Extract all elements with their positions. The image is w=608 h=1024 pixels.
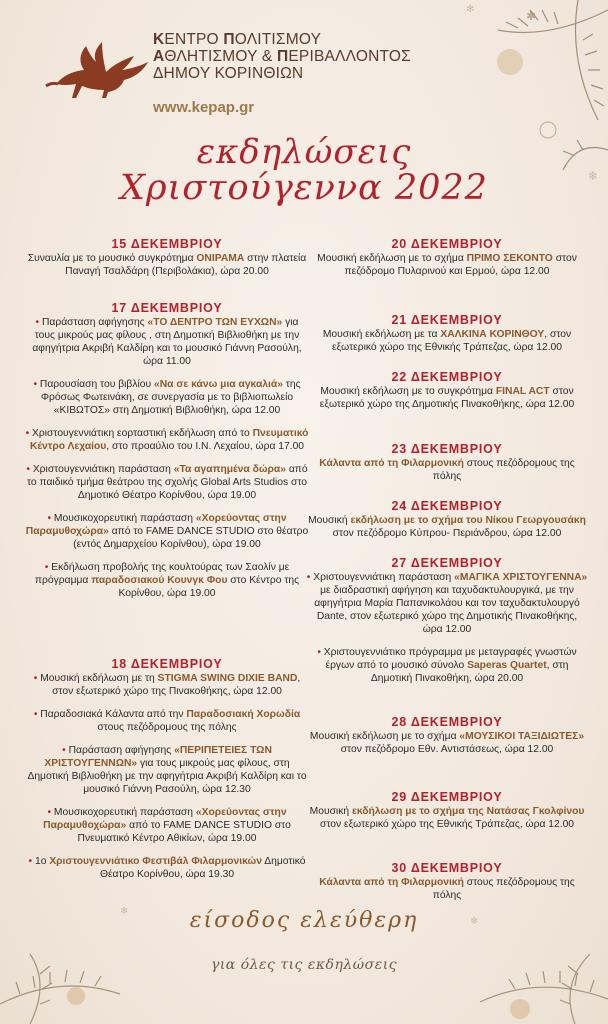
free-entry-subtext: για όλες τις εκδηλώσεις [210,957,398,973]
event-highlight: «Χορεύοντας στην Παραμυθοχώρα» [43,807,287,831]
event-text: στους πεζόδρομους της πόλης [432,877,575,901]
event-item [306,876,588,902]
page-subtitle: Χριστούγεννα 2022 [120,168,488,208]
event-highlight: εκδήλωση με το σχήμα της Νατάσας Γκολφίνου [351,806,585,817]
event-item: • Παράσταση αφήγησης «ΤΟ ΔΕΝΤΡΟ ΤΩΝ ΕΥΧΩΝ» για τους μικρούς μας φίλους , στη Δημοτική Βιβλιοθήκη με την αφηγήτρια Ακριβή Καλδίρη και το μουσικό Γιάννη Ρασούλη, ώρα 11.00 [32,317,302,367]
event-item: • Εκδήλωση προβολής της κουλτούρας των Σαολίν με πρόγραμμα παραδοσιακού Κουνγκ Φου στο Κέντρο της Κορίνθου, ώρα 19.00 [34,562,300,599]
event-text: Παράσταση αφήγησης [68,745,175,756]
event-text: Παραδοσιακά Κάλαντα από την [40,709,187,720]
event-item: • 1ο Χριστουγεννιάτικο Φεστιβάλ Φιλαρμονικών Δημοτικό Θέατρο Κορίνθου, ώρα 19.30 [28,856,306,880]
org-text: ΕΡΙΒΑΛΛΟΝΤΟΣ [288,48,411,65]
left-column [24,658,310,891]
event-highlight: «Χορεύοντας στην Παραμυθοχώρα» [25,513,287,537]
event-text: Συναυλία με το μουσικό συγκρότημα [27,253,197,264]
event-text: Μουσική εκδήλωση με τα [322,329,441,340]
event-item: • Παρουσίαση του βιβλίου «Να σε κάνω μια αγκαλιά» της Φρόσως Φωτεινάκη, σε συνεργασία με το βιβλιοπωλείο «ΚΙΒΩΤΟΣ» στη Δημοτική Βιβλιοθήκη, ώρα 12.00 [33,379,301,416]
event-text: από το παιδικό τμήμα θεάτρου της σχολής Global Arts Studios στο Δημοτικό Θέατρο Κορίνθου, ώρα 19.00 [27,464,308,501]
event-text: Μουσικοχορευτική παράσταση [53,513,196,524]
event-highlight: «ΜΟΥΣΙΚΟΙ ΤΑΞΙΔΙΩΤΕΣ» [459,731,585,742]
event-text: Μουσική εκδήλωση με το σχήμα [309,731,460,742]
right-column [306,557,588,695]
event-text: Παρουσίαση του βιβλίου [39,379,154,390]
date-heading: 29 ΔΕΚΕΜΒΡΙΟΥ [391,790,503,804]
event-text: Μουσική εκδήλωση με το σχήμα [317,253,467,264]
date-heading: 20 ΔΕΚΕΜΒΡΙΟΥ [391,237,503,251]
date-heading: 24 ΔΕΚΕΜΒΡΙΟΥ [391,499,503,513]
org-municipality: ΔΗΜΟΥ ΚΟΡΙΝΘΙΩΝ [153,65,304,82]
right-column [306,371,588,421]
event-text: Εκδήλωση προβολής της κουλτούρας των Σαολίν με πρόγραμμα [34,562,290,586]
event-text: Μουσική εκδήλωση με τη [40,673,158,684]
right-column [306,791,588,841]
event-text: στον εξωτερικό χώρο της Δημοτικής Πινακοθήκης, ώρα 12.00 [319,386,575,410]
event-highlight: Κάλαντα από τη Φιλαρμονική [319,877,464,888]
event-item: • Χριστουγεννιάτικο πρόγραμμα με μεταγραφές γνωστών έργων από το μουσικό σύνολο Saperas Quartet, στη Δημοτική Πινακοθήκη, ώρα 20.00 [317,647,577,684]
event-text: στους πεζόδρομους της πόλης [432,458,575,482]
left-column [24,238,310,288]
org-initial: Κ [153,31,165,48]
org-text: ΟΛΙΤΙΣΜΟΥ [234,31,322,48]
event-item: • Μουσική εκδήλωση με τη STIGMA SWING DIXIE BAND, στον εξωτερικό χώρο της Πινακοθήκης, ώρα 12.00 [33,673,301,697]
event-text: Χριστουγεννιάτικη παράσταση [313,572,455,583]
event-text: Μουσική [309,806,352,817]
event-text: , στο προαύλιο του Ι.Ν. Λεχαίου, ώρα 17.00 [106,441,305,452]
event-text: Παράσταση αφήγησης [41,317,148,328]
org-initial: Α [153,48,165,65]
event-text: Μουσικοχορευτική παράσταση [53,807,196,818]
svg-text:❄: ❄ [470,916,479,927]
org-initial: Π [276,48,289,65]
date-heading: 30 ΔΕΚΕΜΒΡΙΟΥ [391,861,503,875]
event-highlight: εκδήλωση με το σχήμα του Νίκου Γεωργουσάκη [350,515,586,526]
event-text: στον πεζόδρομο Κύπρου- Περιάνδρου, ώρα 12.00 [332,528,562,539]
event-highlight: «ΜΑΓΙΚΑ ΧΡΙΣΤΟΥΓΕΝΝΑ» [454,572,588,583]
right-column [306,716,588,766]
event-item [306,385,588,411]
svg-text:✻: ✻ [466,4,475,15]
date-heading: 21 ΔΕΚΕΜΒΡΙΟΥ [391,313,503,327]
right-column [306,862,588,912]
event-text: Μουσική εκδήλωση με το συγκρότημα [320,386,496,397]
event-highlight: ΧΑΛΚΙΝΑ ΚΟΡΙΝΘΟΥ [440,329,545,340]
event-text: από το FAME DANCE STUDIO στο Πνευματικό Κέντρο Αθικίων, ώρα 19.00 [77,820,291,844]
event-item: • Παράσταση αφήγησης «ΠΕΡΙΠΕΤΕΙΕΣ ΤΩΝ ΧΡΙΣΤΟΥΓΕΝΝΩΝ» για τους μικρούς μας φίλους, στη Δημοτική Βιβλιοθήκη με την αφηγήτρια Ακριβή Καλδίρη και το μουσικό Γιάννη Ρασούλη, ώρα 12.30 [27,745,307,795]
right-column [306,238,588,288]
event-text: Μουσική [308,515,351,526]
event-text: στους πεζόδρομους της πόλης [97,722,237,733]
event-highlight: «Να σε κάνω μια αγκαλιά» [153,379,283,390]
event-item: • Μουσικοχορευτική παράσταση «Χορεύοντας στην Παραμυθοχώρα» από το FAME DANCE STUDIO στο θέατρο (εντός Δημαρχείου Κορίνθου), ώρα 19.00 [25,513,309,550]
event-highlight: «ΠΕΡΙΠΕΤΕΙΕΣ ΤΩΝ ΧΡΙΣΤΟΥΓΕΝΝΩΝ» [44,745,272,769]
event-text: από το FAME DANCE STUDIO στο θέατρο (εντός Δημαρχείου Κορίνθου), ώρα 19.00 [73,526,309,550]
event-text: Χριστουγεννιάτικο πρόγραμμα με μεταγραφές γνωστών έργων από το μουσικό σύνολο [323,647,577,671]
pegasus-logo-icon [36,32,156,102]
event-highlight: Πνευματικό Κέντρο Λεχαίου [29,428,309,452]
org-initial: Π [223,31,235,48]
event-text: στον πεζόδρομο Εθν. Αντιστάσεως, ώρα 12.00 [340,744,554,755]
right-column [306,500,588,550]
event-highlight: Saperas Quartet [467,660,547,671]
event-text: Χριστουγεννιάτικη εορταστική εκδήλωση από το [32,428,253,439]
free-entry-heading: είσοδος ελεύθερη [189,908,419,933]
event-text: , στη Δημοτική Πινακοθήκη, ώρα 20.00 [370,660,569,684]
date-heading: 27 ΔΕΚΕΜΒΡΙΟΥ [391,556,503,570]
event-text: στην πλατεία Παναγή Τσαλδάρη (Περιβολάκια), ώρα 20.00 [65,253,307,277]
event-highlight: Χριστουγεννιάτικο Φεστιβάλ Φιλαρμονικών [49,856,262,867]
event-item [306,805,588,831]
event-item: • Χριστουγεννιάτικη εορταστική εκδήλωση από το Πνευματικό Κέντρο Λεχαίου, στο προαύλιο του Ι.Ν. Λεχαίου, ώρα 17.00 [25,428,309,452]
event-text: της Φρόσως Φωτεινάκη, σε συνεργασία με το βιβλιοπωλείο «ΚΙΒΩΤΟΣ» στη Δημοτική Βιβλιοθήκη, ώρα 12.00 [40,379,301,416]
date-heading: 18 ΔΕΚΕΜΒΡΙΟΥ [111,657,223,671]
event-text: 1ο [34,856,50,867]
event-text: με διαδραστική αφήγηση και ταχυδακτυλουργικά, με την αφηγήτρια Μαρία Παπανικολάου και τον ταχυδακτυλουργό Dante, στον εξωτερικό χώρο της Δημοτικής Πινακοθήκης, ώρα 12.00 [314,585,580,635]
event-text: για τους μικρούς μας φίλους, στη Δημοτική Βιβλιοθήκη με την αφηγήτρια Ακριβή Καλδίρη και το μουσικό Γιάννη Ρασούλη, ώρα 12.30 [27,758,307,795]
event-item: • Παραδοσιακά Κάλαντα από την Παραδοσιακή Χορωδία στους πεζόδρομους της πόλης [33,709,301,733]
event-highlight: «Τα αγαπημένα δώρα» [173,464,286,475]
event-text: στον πεζόδρομο Πυλαρινού και Ερμού, ώρα 12.00 [344,253,577,277]
event-text: στον εξωτερικό χώρο της Εθνικής Τράπεζας, ώρα 12.00 [319,819,575,830]
event-item [306,328,588,354]
date-heading: 17 ΔΕΚΕΜΒΡΙΟΥ [111,301,223,315]
website-link[interactable]: www.kepap.gr [153,99,255,116]
date-heading: 15 ΔΕΚΕΜΒΡΙΟΥ [111,237,223,251]
event-text: στο Κέντρο της Κορίνθου, ώρα 19.00 [118,575,300,599]
right-column [306,314,588,364]
right-column [306,443,588,493]
date-heading: 23 ΔΕΚΕΜΒΡΙΟΥ [391,442,503,456]
event-highlight: ΠΡΙΜΟ ΣΕΚΟΝΤΟ [466,253,553,264]
date-heading: 22 ΔΕΚΕΜΒΡΙΟΥ [391,370,503,384]
event-highlight: Κάλαντα από τη Φιλαρμονική [319,458,464,469]
page-title: εκδηλώσεις [196,132,412,172]
event-item [306,514,588,540]
event-text: για τους μικρούς μας φίλους , στη Δημοτική Βιβλιοθήκη με την αφηγήτρια Ακριβή Καλδίρη και το μουσικό Γιάννη Ρασούλη, ώρα 11.00 [32,317,302,367]
svg-text:✱: ✱ [526,9,537,23]
event-item: • Μουσικοχορευτική παράσταση «Χορεύοντας στην Παραμυθοχώρα» από το FAME DANCE STUDIO στο Πνευματικό Κέντρο Αθικίων, ώρα 19.00 [43,807,291,844]
event-item: • Χριστουγεννιάτικη παράσταση «ΜΑΓΙΚΑ ΧΡΙΣΤΟΥΓΕΝΝΑ» με διαδραστική αφήγηση και ταχυδακτυλουργικά, με την αφηγήτρια Μαρία Παπανικολάου και τον ταχυδακτυλουργό Dante, στον εξωτερικό χώρο της Δημοτικής Πινακοθήκης, ώρα 12.00 [306,572,588,635]
org-text: ΕΝΤΡΟ [164,31,224,48]
event-highlight: ΟΝΙΡΑΜΑ [196,253,245,264]
svg-text:❄: ❄ [120,906,129,917]
event-text: , στον εξωτερικό χώρο της Εθνικής Τράπεζας, ώρα 12.00 [331,329,572,353]
event-item [306,730,588,756]
event-text: , στον εξωτερικό χώρο της Πινακοθήκης, ώρα 12.00 [52,673,301,697]
event-highlight: Παραδοσιακή Χορωδία [186,709,301,720]
event-text: Χριστουγεννιάτικη παράσταση [32,464,174,475]
event-item [24,252,310,278]
org-text: ΘΛΗΤΙΣΜΟΥ & [164,48,277,65]
organization-name [153,31,411,82]
event-item [306,252,588,278]
svg-text:❄: ❄ [588,169,599,183]
event-item [306,457,588,483]
event-highlight: FINAL ACT [495,386,550,397]
date-heading: 28 ΔΕΚΕΜΒΡΙΟΥ [391,715,503,729]
event-highlight: «ΤΟ ΔΕΝΤΡΟ ΤΩΝ ΕΥΧΩΝ» [147,317,283,328]
left-column [24,302,310,610]
event-highlight: STIGMA SWING DIXIE BAND [157,673,298,684]
event-text: Δημοτικό Θέατρο Κορίνθου, ώρα 19.30 [99,856,306,880]
event-highlight: παραδοσιακού Κουνγκ Φου [91,575,228,586]
event-item: • Χριστουγεννιάτικη παράσταση «Τα αγαπημένα δώρα» από το παιδικό τμήμα θεάτρου της σχολής Global Arts Studios στο Δημοτικό Θέατρο Κορίνθου, ώρα 19.00 [26,464,308,501]
